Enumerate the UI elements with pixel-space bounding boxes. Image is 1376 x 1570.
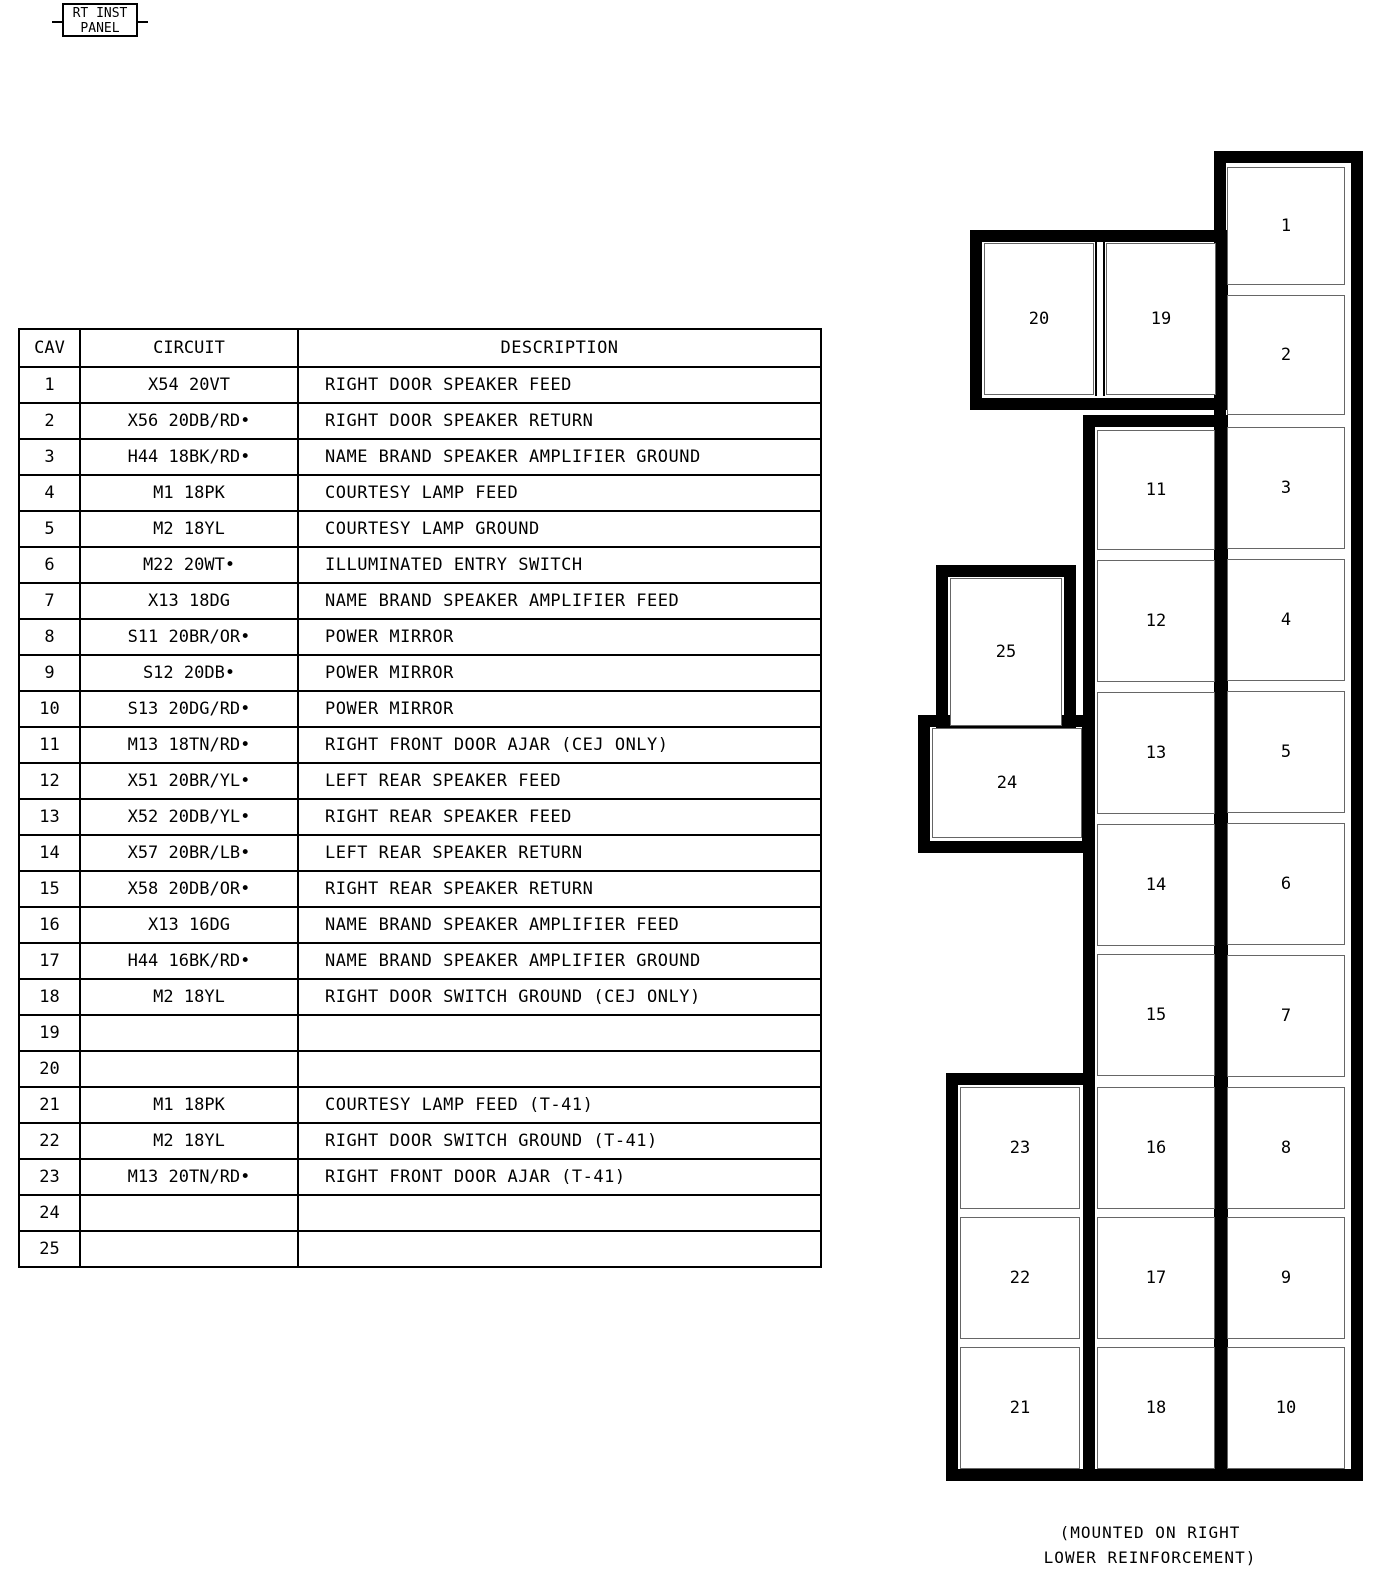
cell-cav: 6 (19, 547, 80, 583)
cell-cav: 8 (19, 619, 80, 655)
cell-description: RIGHT DOOR SWITCH GROUND (T-41) (298, 1123, 821, 1159)
header-circuit: CIRCUIT (80, 329, 298, 367)
cavity-22: 22 (960, 1217, 1080, 1339)
cell-cav: 16 (19, 907, 80, 943)
cell-circuit: X13 18DG (80, 583, 298, 619)
cell-circuit: S12 20DB• (80, 655, 298, 691)
cavity-20: 20 (984, 243, 1094, 395)
mounting-note-line-1: (MOUNTED ON RIGHT (1059, 1523, 1241, 1542)
cell-cav: 10 (19, 691, 80, 727)
cell-description: LEFT REAR SPEAKER RETURN (298, 835, 821, 871)
cell-circuit: X52 20DB/YL• (80, 799, 298, 835)
mounting-note (1000, 1520, 1300, 1570)
cell-circuit: X58 20DB/OR• (80, 871, 298, 907)
cavity-11: 11 (1097, 430, 1215, 550)
cell-circuit: X51 20BR/YL• (80, 763, 298, 799)
cavity-7: 7 (1227, 955, 1345, 1077)
cavity-divider (1095, 242, 1105, 396)
cell-cav: 25 (19, 1231, 80, 1267)
cell-description: POWER MIRROR (298, 655, 821, 691)
cavity-21: 21 (960, 1347, 1080, 1469)
cell-description: NAME BRAND SPEAKER AMPLIFIER FEED (298, 907, 821, 943)
cell-cav: 2 (19, 403, 80, 439)
cavity-18: 18 (1097, 1347, 1215, 1469)
cavity-17: 17 (1097, 1217, 1215, 1339)
cell-description: RIGHT FRONT DOOR AJAR (T-41) (298, 1159, 821, 1195)
cell-cav: 1 (19, 367, 80, 403)
cell-cav: 17 (19, 943, 80, 979)
cell-circuit: M13 20TN/RD• (80, 1159, 298, 1195)
cavity-10: 10 (1227, 1347, 1345, 1469)
cavity-4: 4 (1227, 559, 1345, 681)
cell-cav: 7 (19, 583, 80, 619)
cell-circuit: H44 16BK/RD• (80, 943, 298, 979)
cell-cav: 18 (19, 979, 80, 1015)
cavity-23: 23 (960, 1087, 1080, 1209)
cell-description: COURTESY LAMP FEED (T-41) (298, 1087, 821, 1123)
cell-cav: 12 (19, 763, 80, 799)
cell-circuit: M13 18TN/RD• (80, 727, 298, 763)
cavity-15: 15 (1097, 954, 1215, 1076)
cell-cav: 19 (19, 1015, 80, 1051)
header-description: DESCRIPTION (298, 329, 821, 367)
cell-circuit: M22 20WT• (80, 547, 298, 583)
cell-cav: 22 (19, 1123, 80, 1159)
cell-description: RIGHT FRONT DOOR AJAR (CEJ ONLY) (298, 727, 821, 763)
cell-description: RIGHT DOOR SPEAKER RETURN (298, 403, 821, 439)
cell-description: COURTESY LAMP GROUND (298, 511, 821, 547)
cavity-19: 19 (1106, 243, 1216, 395)
cell-circuit: M2 18YL (80, 1123, 298, 1159)
cavity-9: 9 (1227, 1217, 1345, 1339)
cell-description: NAME BRAND SPEAKER AMPLIFIER GROUND (298, 943, 821, 979)
cell-description: RIGHT REAR SPEAKER FEED (298, 799, 821, 835)
cell-description: NAME BRAND SPEAKER AMPLIFIER FEED (298, 583, 821, 619)
cell-description: ILLUMINATED ENTRY SWITCH (298, 547, 821, 583)
cell-circuit: X56 20DB/RD• (80, 403, 298, 439)
cell-circuit: S11 20BR/OR• (80, 619, 298, 655)
tag-line-2: PANEL (80, 21, 120, 36)
cavity-6: 6 (1227, 823, 1345, 945)
cavity-25: 25 (950, 578, 1062, 726)
cavity-14: 14 (1097, 824, 1215, 946)
cell-cav: 20 (19, 1051, 80, 1087)
header-cav: CAV (19, 329, 80, 367)
cell-circuit: X54 20VT (80, 367, 298, 403)
cell-circuit: X57 20BR/LB• (80, 835, 298, 871)
cell-circuit: S13 20DG/RD• (80, 691, 298, 727)
cavity-16: 16 (1097, 1087, 1215, 1209)
cell-description: LEFT REAR SPEAKER FEED (298, 763, 821, 799)
cell-circuit: M1 18PK (80, 1087, 298, 1123)
cell-cav: 14 (19, 835, 80, 871)
cavity-8: 8 (1227, 1087, 1345, 1209)
cavity-12: 12 (1097, 560, 1215, 682)
cell-description: COURTESY LAMP FEED (298, 475, 821, 511)
cell-description: RIGHT REAR SPEAKER RETURN (298, 871, 821, 907)
cavity-3: 3 (1227, 427, 1345, 549)
cell-description: RIGHT DOOR SWITCH GROUND (CEJ ONLY) (298, 979, 821, 1015)
tag-line-1: RT INST (72, 6, 128, 21)
cell-cav: 23 (19, 1159, 80, 1195)
cavity-5: 5 (1227, 691, 1345, 813)
cell-cav: 13 (19, 799, 80, 835)
cavity-24: 24 (932, 728, 1082, 838)
cell-description: POWER MIRROR (298, 619, 821, 655)
cavity-2: 2 (1227, 295, 1345, 415)
cell-cav: 21 (19, 1087, 80, 1123)
cell-cav: 9 (19, 655, 80, 691)
cell-cav: 24 (19, 1195, 80, 1231)
cell-circuit: H44 18BK/RD• (80, 439, 298, 475)
mounting-note-line-2: LOWER REINFORCEMENT) (1043, 1548, 1257, 1567)
cell-circuit: M2 18YL (80, 979, 298, 1015)
cell-cav: 11 (19, 727, 80, 763)
cell-cav: 5 (19, 511, 80, 547)
cell-description: NAME BRAND SPEAKER AMPLIFIER GROUND (298, 439, 821, 475)
cavity-1: 1 (1227, 167, 1345, 285)
cell-circuit: X13 16DG (80, 907, 298, 943)
cell-cav: 15 (19, 871, 80, 907)
cell-description: RIGHT DOOR SPEAKER FEED (298, 367, 821, 403)
cell-description: POWER MIRROR (298, 691, 821, 727)
cell-cav: 4 (19, 475, 80, 511)
cell-circuit: M1 18PK (80, 475, 298, 511)
cell-cav: 3 (19, 439, 80, 475)
cell-circuit: M2 18YL (80, 511, 298, 547)
cavity-13: 13 (1097, 692, 1215, 814)
